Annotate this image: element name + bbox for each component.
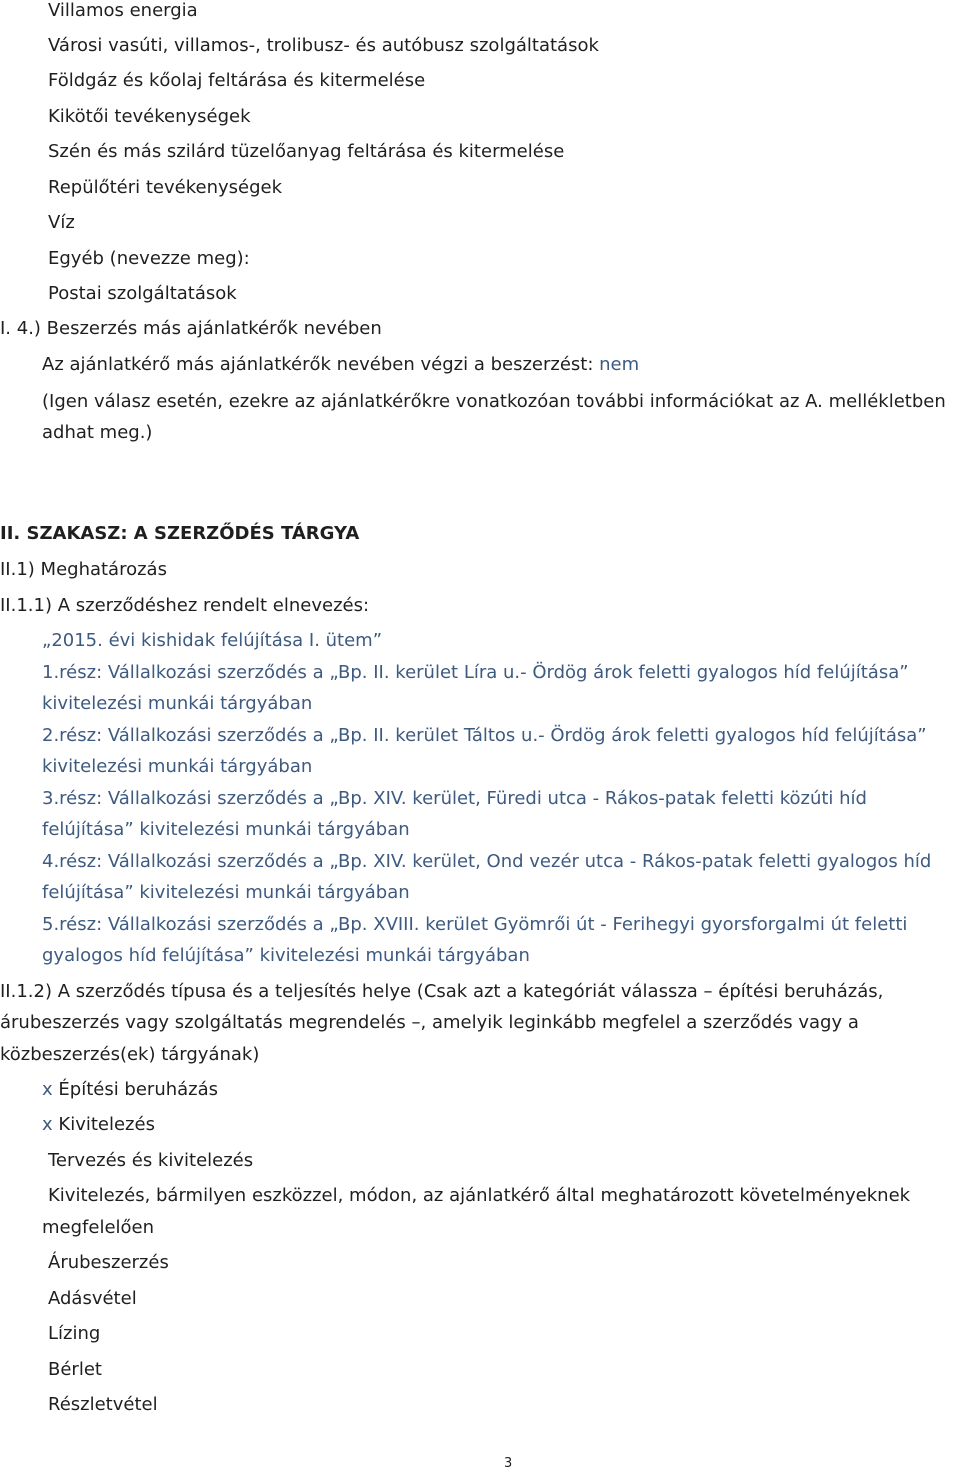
part-line-cont: kivitelezési munkái tárgyában — [42, 756, 313, 777]
part-line: 2.rész: Vállalkozási szerződés a „Bp. II. kerület Táltos u.- Ördög árok feletti gyalogos híd felújítása” — [42, 725, 927, 746]
type-option-arubeszerzes: Árubeszerzés — [48, 1252, 169, 1273]
part-line: 1.rész: Vállalkozási szerződés a „Bp. II. kerület Líra u.- Ördög árok feletti gyalogos híd felújítása” — [42, 662, 909, 683]
activity-item: Víz — [48, 212, 75, 233]
section-i4-title: I. 4.) Beszerzés más ajánlatkérők nevében — [0, 318, 382, 339]
question-text: Az ajánlatkérő más ajánlatkérők nevében végzi a beszerzést: — [42, 354, 600, 375]
activity-item: Repülőtéri tevékenységek — [48, 177, 283, 198]
section-ii1-title: II.1) Meghatározás — [0, 559, 167, 580]
part-line-cont: kivitelezési munkái tárgyában — [42, 693, 313, 714]
activity-item: Földgáz és kőolaj feltárása és kitermelése — [48, 70, 426, 91]
part-line-cont: felújítása” kivitelezési munkái tárgyában — [42, 882, 410, 903]
section-i4-note-cont: adhat meg.) — [42, 422, 153, 443]
checked-mark-icon: x — [42, 1079, 53, 1100]
checked-mark-icon: x — [42, 1114, 53, 1135]
section-ii112-title-cont: közbeszerzés(ek) tárgyának) — [0, 1044, 260, 1065]
page-number: 3 — [504, 1456, 513, 1471]
section-ii11-title: II.1.1) A szerződéshez rendelt elnevezés: — [0, 595, 370, 616]
type-option-epitesi — [42, 1079, 218, 1101]
type-option-kivitelezes — [42, 1114, 155, 1136]
type-option-lizing: Lízing — [48, 1323, 101, 1344]
part-line: 5.rész: Vállalkozási szerződés a „Bp. XVIII. kerület Gyömrői út - Ferihegyi gyorsforgalmi út feletti — [42, 914, 908, 935]
section-ii-title: II. SZAKASZ: A SZERZŐDÉS TÁRGYA — [0, 523, 360, 544]
part-line: 4.rész: Vállalkozási szerződés a „Bp. XIV. kerület, Ond vezér utca - Rákos-patak feletti gyalogos híd — [42, 851, 932, 872]
activity-item: Villamos energia — [48, 0, 198, 21]
activity-item: Kikötői tevékenységek — [48, 106, 251, 127]
section-ii112-title: II.1.2) A szerződés típusa és a teljesítés helye (Csak azt a kategóriát válassza – építési beruházás, — [0, 981, 884, 1002]
answer-value: nem — [599, 354, 640, 375]
section-i4-question — [42, 354, 639, 376]
section-i4-note: (Igen válasz esetén, ezekre az ajánlatkérőkre vonatkozóan további információkat az A. mellékletben — [42, 391, 946, 412]
activity-item: Városi vasúti, villamos-, trolibusz- és autóbusz szolgáltatások — [48, 35, 599, 56]
type-option-barmilyen-cont: megfelelően — [42, 1217, 155, 1238]
type-option-adasvetel: Adásvétel — [48, 1288, 137, 1309]
activity-item: Szén és más szilárd tüzelőanyag feltárása és kitermelése — [48, 141, 565, 162]
contract-name: „2015. évi kishidak felújítása I. ütem” — [42, 630, 383, 651]
section-ii112-title-cont: árubeszerzés vagy szolgáltatás megrendelés –, amelyik leginkább megfelel a szerződés vagy a — [0, 1012, 859, 1033]
part-line-cont: felújítása” kivitelezési munkái tárgyában — [42, 819, 410, 840]
activity-item: Egyéb (nevezze meg): — [48, 248, 250, 269]
option-label: Kivitelezés — [58, 1114, 155, 1135]
option-label: Építési beruházás — [58, 1079, 219, 1100]
part-line-cont: gyalogos híd felújítása” kivitelezési munkái tárgyában — [42, 945, 530, 966]
part-line: 3.rész: Vállalkozási szerződés a „Bp. XIV. kerület, Füredi utca - Rákos-patak feletti közúti híd — [42, 788, 867, 809]
type-option-reszletvetel: Részletvétel — [48, 1394, 158, 1415]
activity-item: Postai szolgáltatások — [48, 283, 237, 304]
type-option-tervezes: Tervezés és kivitelezés — [48, 1150, 254, 1171]
type-option-barmilyen: Kivitelezés, bármilyen eszközzel, módon, az ajánlatkérő által meghatározott követelményeknek — [48, 1185, 911, 1206]
type-option-berlet: Bérlet — [48, 1359, 102, 1380]
